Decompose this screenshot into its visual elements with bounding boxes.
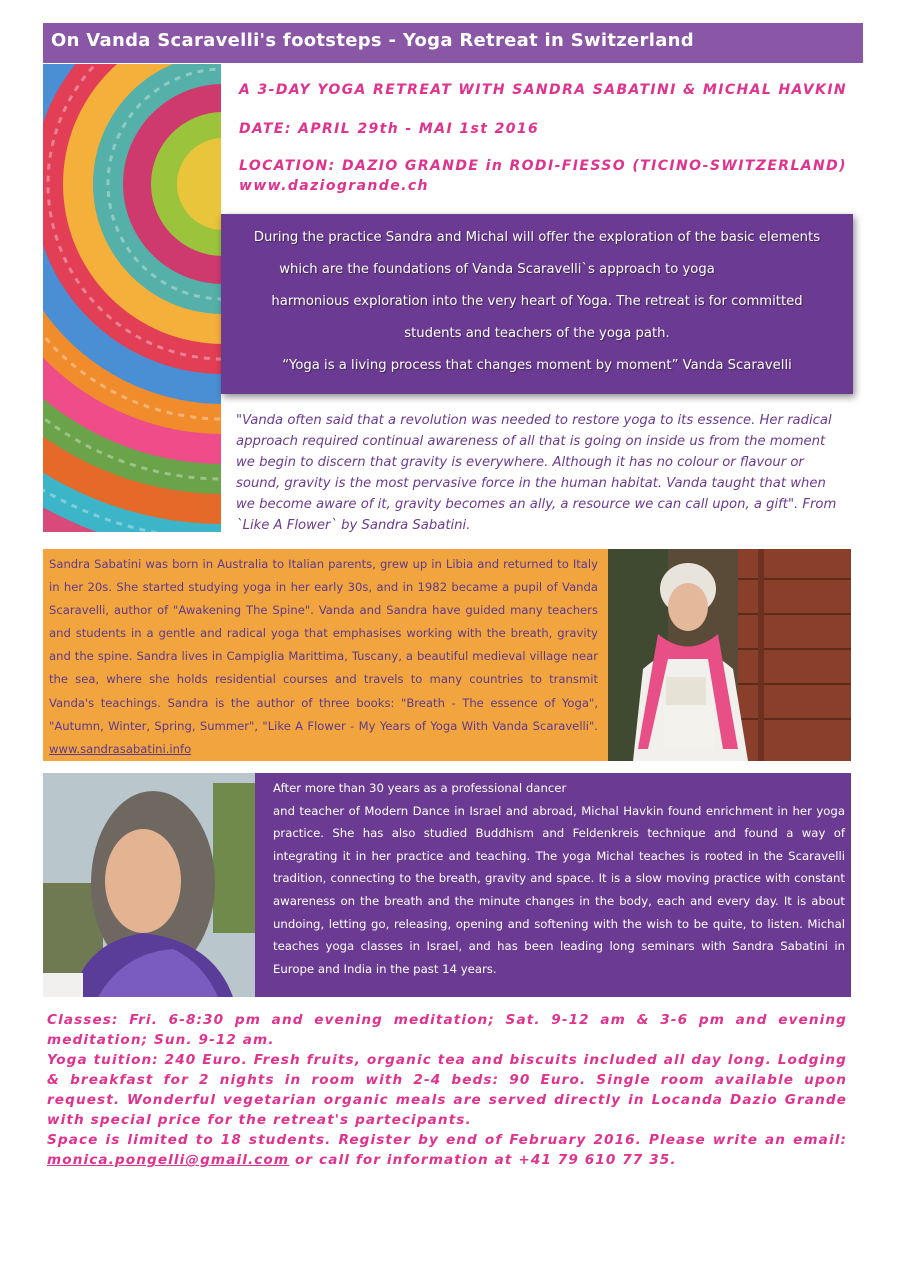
tuition-info: Yoga tuition: 240 Euro. Fresh fruits, organic tea and biscuits included all day long. Lodging & breakfast for 2 nights in room with 2-4 beds: 90 Euro. Single room available upon request. Wonderful vegetarian organic meals are served directly in Locanda Dazio Grande with special price for the retreat's partecipants. <box>47 1052 847 1128</box>
retreat-headline: A 3-DAY YOGA RETREAT WITH SANDRA SABATINI & MICHAL HAVKIN <box>239 82 848 98</box>
retreat-location: LOCATION: DAZIO GRANDE in RODI-FIESSO (TICINO-SWITZERLAND) <box>239 158 847 174</box>
venue-link[interactable]: www.daziogrande.ch <box>239 178 429 194</box>
retreat-date: DATE: APRIL 29th - MAI 1st 2016 <box>239 121 540 137</box>
intro-line: which are the foundations of Vanda Scaravelli`s approach to yoga <box>279 262 715 277</box>
sandra-bio: Sandra Sabatini was born in Australia to Italian parents, grew up in Libia and returned to Italy in her 20s. She started studying yoga in her early 30s, and in 1982 became a pupil of Vanda Scaravelli, author of "Awakening The Spine". Vanda and Sandra have guided many teachers and students in a gentle and radical yoga that emphasises working with the breath, gravity and the spine. Sandra lives in Campiglia Marittima, Tuscany, a beautiful medieval village near the sea, where she holds residential courses and travels to many countries to transmit Vanda's teachings. Sandra is the author of three books: "Breath - The essence of Yoga", "Autumn, Winter, Spring, Summer", "Like A Flower - My Years of Yoga With Vanda Scaravelli". <box>49 557 598 733</box>
intro-line: harmonious exploration into the very heart of Yoga. The retreat is for committed <box>271 294 803 309</box>
sandra-bio-box <box>43 549 608 761</box>
page-title: On Vanda Scaravelli's footsteps - Yoga Retreat in Switzerland <box>43 23 863 63</box>
decorative-painting <box>43 64 221 532</box>
registration-info <box>47 1130 847 1170</box>
phone-info: or call for information at +41 79 610 77 35. <box>289 1152 677 1168</box>
space-info: Space is limited to 18 students. Register by end of February 2016. Please write an email: <box>47 1132 847 1148</box>
michal-bio-first-line: After more than 30 years as a professional dancer <box>273 781 567 795</box>
michal-bio-box <box>255 773 851 997</box>
intro-line: students and teachers of the yoga path. <box>404 326 670 341</box>
michal-bio: and teacher of Modern Dance in Israel and abroad, Michal Havkin found enrichment in her yoga practice. She has also studied Buddhism and Feldenkreis technique and found a way of integrating it in her practice and teaching. The yoga Michal teaches is rooted in the Scaravelli tradition, connecting to the breath, gravity and space. It is a slow moving practice with constant awareness on the breath and the minute changes in the body, each and every day. It is about undoing, letting go, releasing, opening and softening with the wish to be quite, to listen. Michal teaches yoga classes in Israel, and has been leading long seminars with Sandra Sabatini in Europe and India in the past 14 years. <box>273 803 845 976</box>
classes-info: Classes: Fri. 6-8:30 pm and evening meditation; Sat. 9-12 am & 3-6 pm and evening meditation; Sun. 9-12 am. <box>47 1012 847 1048</box>
sandra-photo <box>608 549 851 761</box>
scaravelli-quote: "Vanda often said that a revolution was needed to restore yoga to its essence. Her radical approach required continual awareness of all that is going on inside us from the moment we begin to discern that gravity is everywhere. Although it has no colour or flavour or sound, gravity is the most pervasive force in the human habitat. Vanda taught that when we become aware of it, gravity becomes an ally, a resource we can call upon, a gift". From `Like A Flower` by Sandra Sabatini. <box>236 413 837 533</box>
email-link[interactable]: monica.pongelli@gmail.com <box>47 1152 290 1168</box>
intro-line: During the practice Sandra and Michal will offer the exploration of the basic elements <box>253 230 821 245</box>
intro-box <box>221 214 853 394</box>
practical-info <box>47 1010 847 1170</box>
michal-photo <box>43 773 255 997</box>
intro-quote: “Yoga is a living process that changes moment by moment” Vanda Scaravelli <box>282 358 792 373</box>
sandra-website-link[interactable]: www.sandrasabatini.info <box>49 741 192 756</box>
